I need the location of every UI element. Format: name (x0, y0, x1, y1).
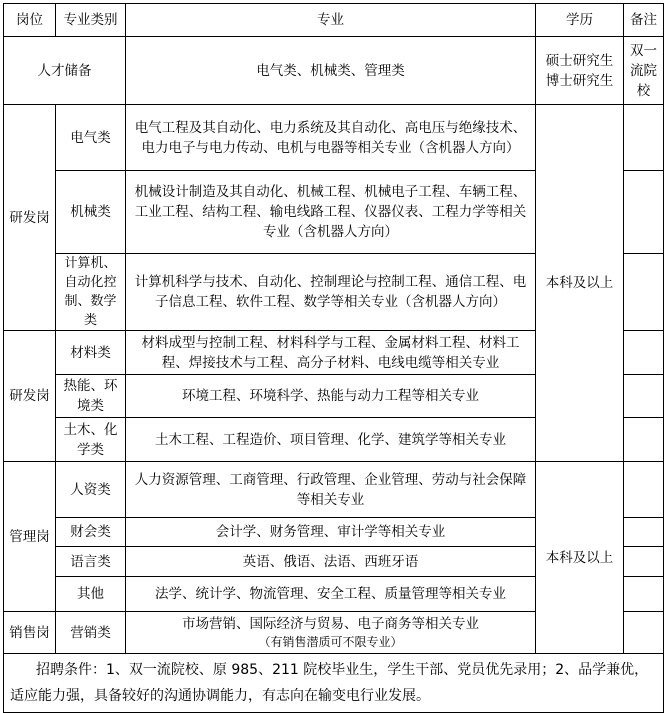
recruitment-table-container (3, 3, 664, 713)
mgmt-majors-other: 法学、统计学、物流管理、安全工程、质量管理等相关专业 (126, 577, 536, 612)
header-major: 专业 (126, 4, 536, 37)
rd-education: 本科及以上 (536, 105, 624, 462)
mgmt-majors-hr: 人力资源管理、工商管理、行政管理、企业管理、劳动与社会保障等相关专业 (126, 462, 536, 518)
mgmt-row-hr (4, 462, 664, 518)
reserve-education-master: 硕士研究生 (545, 52, 614, 69)
header-education: 学历 (536, 4, 624, 37)
reserve-remark: 双一流院校 (624, 37, 664, 105)
rd1-category-mechanical: 机械类 (56, 171, 126, 254)
remark-cell (624, 577, 664, 612)
rd2-category-energy: 热能、环境类 (56, 375, 126, 418)
reserve-majors: 电气类、机械类、管理类 (126, 37, 536, 105)
rd1-category-computer: 计算机、自动化控制、数学类 (56, 254, 126, 331)
sales-majors (126, 612, 536, 654)
remark-cell (624, 518, 664, 547)
sales-category: 营销类 (56, 612, 126, 654)
remark-cell (624, 254, 664, 331)
recruitment-conditions: 招聘条件：1、双一流院校、原 985、211 院校毕业生，学生干部、党员优先录用；2、品学兼优，适应能力强，具备较好的沟通协调能力，有志向在输变电行业发展。 (4, 654, 664, 713)
header-remark: 备注 (624, 4, 664, 37)
header-row (4, 4, 664, 37)
header-category: 专业类别 (56, 4, 126, 37)
reserve-row (4, 37, 664, 105)
rd2-category-materials: 材料类 (56, 331, 126, 375)
remark-cell (624, 418, 664, 462)
remark-cell (624, 612, 664, 654)
mgmt-category-language: 语言类 (56, 547, 126, 577)
mgmt-category-hr: 人资类 (56, 462, 126, 518)
rd2-position: 研发岗 (4, 331, 56, 462)
rd1-category-electrical: 电气类 (56, 105, 126, 171)
remark-cell (624, 105, 664, 171)
rd1-majors-computer: 计算机科学与技术、自动化、控制理论与控制工程、通信工程、电子信息工程、软件工程、数学等相关专业（含机器人方向） (126, 254, 536, 331)
recruitment-table (3, 3, 664, 713)
remark-cell (624, 462, 664, 518)
rd2-majors-energy: 环境工程、环境科学、热能与动力工程等相关专业 (126, 375, 536, 418)
sales-position: 销售岗 (4, 612, 56, 654)
sales-majors-text: 市场营销、国际经济与贸易、电子商务等相关专业 (182, 616, 479, 632)
sales-note: （有销售潜质可不限专业） (258, 635, 403, 649)
rd1-position: 研发岗 (4, 105, 56, 331)
remark-cell (624, 547, 664, 577)
rd2-majors-materials: 材料成型与控制工程、材料科学与工程、金属材料工程、材料工程、焊接技术与工程、高分子材料、电线电缆等相关专业 (126, 331, 536, 375)
mgmt-education: 本科及以上 (536, 462, 624, 654)
remark-cell (624, 171, 664, 254)
mgmt-majors-finance: 会计学、财务管理、审计学等相关专业 (126, 518, 536, 547)
rd2-category-civil: 土木、化学类 (56, 418, 126, 462)
header-position: 岗位 (4, 4, 56, 37)
mgmt-category-other: 其他 (56, 577, 126, 612)
remark-cell (624, 331, 664, 375)
terms-row (4, 654, 664, 713)
reserve-label: 人才储备 (4, 37, 126, 105)
reserve-education-doctor: 博士研究生 (545, 72, 614, 89)
rd1-majors-mechanical: 机械设计制造及其自动化、机械工程、机械电子工程、车辆工程、工业工程、结构工程、输电线路工程、仪器仪表、工程力学等相关专业（含机器人方向） (126, 171, 536, 254)
reserve-education (536, 37, 624, 105)
mgmt-majors-language: 英语、俄语、法语、西班牙语 (126, 547, 536, 577)
rd1-row-electrical (4, 105, 664, 171)
remark-cell (624, 375, 664, 418)
rd2-majors-civil: 土木工程、工程造价、项目管理、化学、建筑学等相关专业 (126, 418, 536, 462)
mgmt-position: 管理岗 (4, 462, 56, 612)
rd1-majors-electrical: 电气工程及其自动化、电力系统及其自动化、高电压与绝缘技术、电力电子与电力传动、电机与电器等相关专业（含机器人方向） (126, 105, 536, 171)
mgmt-category-finance: 财会类 (56, 518, 126, 547)
